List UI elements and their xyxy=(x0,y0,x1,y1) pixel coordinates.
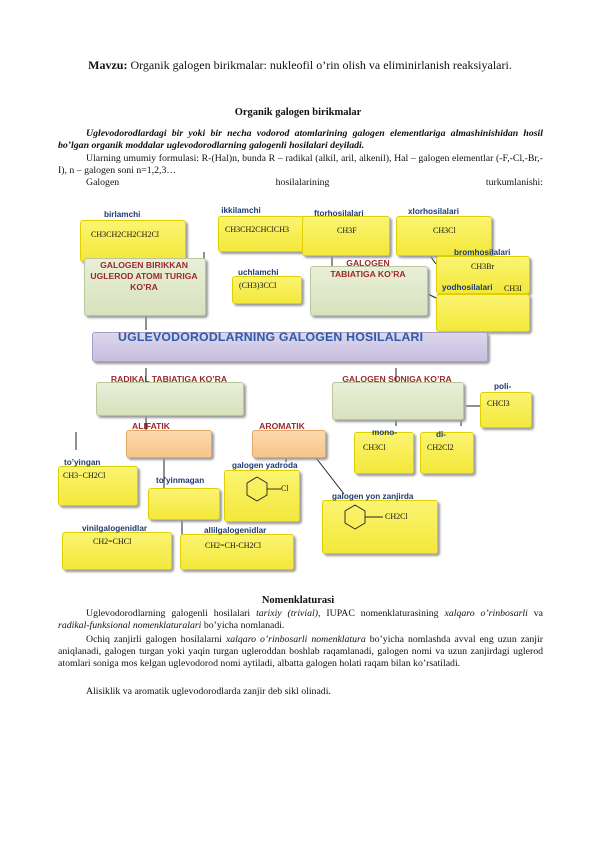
secondary-label: ikkilamchi xyxy=(221,206,261,215)
nomenclature-paragraph-3: Alisiklik va aromatik uglevodorodlarda zanjir deb sikl olinadi. xyxy=(86,686,331,697)
halogen-count-box xyxy=(332,382,464,420)
poly-box xyxy=(480,392,532,428)
di-box xyxy=(420,432,474,474)
classification-intro: Galogen hosilalarining turkumlanishi: xyxy=(86,177,543,188)
mono-label: mono- xyxy=(372,428,398,437)
formula-paragraph: Ularning umumiy formulasi: R-(Hal)n, bunda R – radikal (alkil, aril, alkenil), Hal – galogen elementlar (-F,-Cl,-Br,-I), n – galogen soni n=1,2,3… xyxy=(58,153,543,176)
n2-c: bo’yicha nomlashda avval eng uzun zanjir aniqlanadi, galogen turgan yoki yaqin turgan ugleroddan boshlab raqamlanadi, galogen nomi va uzun zanjirdagi uglerod atomlari soniga mos kelgan uglevodorod nomi aytiladi, albatta galogen holati raqam bilan ko’rsatiladi. xyxy=(58,634,543,669)
topic-heading xyxy=(70,58,530,73)
mono-formula: CH3Cl xyxy=(363,443,386,452)
halogen-nature-label: GALOGEN TABIATIGA KO’RA xyxy=(330,258,406,279)
chloro-formula: CH3Cl xyxy=(433,226,456,235)
fluoro-formula: CH3F xyxy=(337,226,357,235)
vinyl-box xyxy=(62,532,172,570)
main-title: UGLEVODORODLARNING GALOGEN HOSILALARI xyxy=(118,330,424,344)
n1-e: va xyxy=(527,608,544,619)
poly-formula: CHCl3 xyxy=(487,399,510,408)
definition-text: Uglevodorodlardagi bir yoki bir necha vodorod atomlarining galogen elementlariga almashinishidan hosil bo’lgan organik moddalar uglevodorodlarning galogenli hosilalari deyiladi. xyxy=(58,128,543,151)
mono-box xyxy=(354,432,414,474)
bromo-formula: CH3Br xyxy=(471,262,495,271)
primary-box xyxy=(80,220,186,262)
aromatic-label: AROMATIK xyxy=(259,421,305,431)
n1-a: Uglevodorodlarning galogenli hosilalari xyxy=(86,608,257,619)
chloro-label: xlorhosilalari xyxy=(408,207,459,216)
saturated-box xyxy=(58,466,138,506)
iodo-label: yodhosilalari xyxy=(442,283,493,292)
definition-paragraph xyxy=(58,128,543,152)
saturated-formula: CH3−CH2Cl xyxy=(63,471,106,480)
chain-substituent: CH2Cl xyxy=(385,512,408,521)
benzene-sidechain-icon xyxy=(323,501,437,553)
n1-d: xalqaro o’rinbosarli xyxy=(444,608,528,619)
chain-label: galogen yon zanjirda xyxy=(332,492,414,501)
side-chain-box xyxy=(322,500,438,554)
secondary-formula: CH3CH2CHClCH3 xyxy=(225,225,290,234)
tertiary-formula: (CH3)3CCl xyxy=(239,281,277,290)
radical-label: RADIKAL TABIATIGA KO’RA xyxy=(110,374,228,384)
fluoro-label: ftorhosilalari xyxy=(314,209,364,218)
carbon-type-label: GALOGEN BIRIKKAN UGLEROD ATOMI TURIGA KO’RA xyxy=(90,260,198,292)
di-label: di- xyxy=(436,430,447,439)
bromo-label: bromhosilalari xyxy=(454,248,511,257)
iodo-box xyxy=(436,294,530,332)
tertiary-box xyxy=(232,276,302,304)
benzene-ring-icon xyxy=(225,471,299,521)
n1-b: tarixiy (trivial) xyxy=(256,608,319,619)
iodo-formula: CH3I xyxy=(504,284,522,293)
allyl-formula: CH2=CH-CH2Cl xyxy=(205,541,262,550)
radical-box xyxy=(96,382,244,416)
aromatic-box xyxy=(252,430,326,458)
nomenclature-paragraph-2 xyxy=(58,634,543,670)
unsaturated-box xyxy=(148,488,220,520)
fluoro-box xyxy=(302,216,390,256)
allyl-box xyxy=(180,534,294,570)
ring-label: galogen yadroda xyxy=(232,461,298,470)
nomenclature-title: Nomenklaturasi xyxy=(261,595,335,606)
vinyl-label: vinilgalogenidlar xyxy=(82,524,148,533)
primary-formula: CH3CH2CH2CH2Cl xyxy=(91,230,160,239)
allyl-label: allilgalogenidlar xyxy=(204,526,267,535)
aliphatic-label: ALIFATIK xyxy=(131,421,171,431)
unsaturated-label: to’yinmagan xyxy=(156,476,205,485)
n2-b: xalqaro o’rinbosarli nomenklatura xyxy=(225,634,366,645)
nomenclature-paragraph-1 xyxy=(58,608,543,632)
n1-g: bo’yicha nomlanadi. xyxy=(201,620,285,631)
topic-label: Mavzu: xyxy=(88,58,128,72)
ring-substituent: Cl xyxy=(281,484,289,493)
section-title: Organik galogen birikmalar xyxy=(234,107,362,118)
n1-f: radikal-funksional nomenklaturalari xyxy=(58,620,202,631)
n2-a: Ochiq zanjirli galogen hosilalarni xyxy=(86,634,226,645)
poly-label: poli- xyxy=(494,382,512,391)
n1-c: , IUPAC nomenklaturasining xyxy=(318,608,445,619)
saturated-label: to’yingan xyxy=(64,458,101,467)
topic-text: Organik galogen birikmalar: nukleofil o’rin olish va eliminirlanish reaksiyalari. xyxy=(130,58,512,72)
aliphatic-box xyxy=(126,430,212,458)
tertiary-label: uchlamchi xyxy=(238,268,279,277)
vinyl-formula: CH2=CHCl xyxy=(93,537,132,546)
ring-box xyxy=(224,470,300,522)
halogen-count-label: GALOGEN SONIGA KO’RA xyxy=(342,374,452,384)
classification-diagram xyxy=(56,206,540,582)
di-formula: CH2Cl2 xyxy=(427,443,454,452)
primary-label: birlamchi xyxy=(104,210,141,219)
